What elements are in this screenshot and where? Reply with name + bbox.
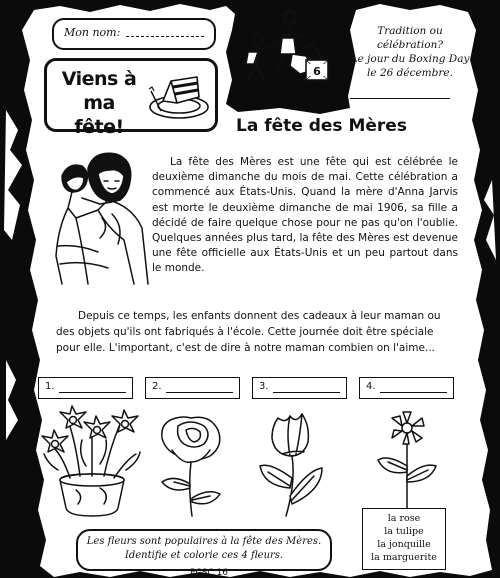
party-title-line-1: Viens à <box>61 68 137 90</box>
family-shopping-icon <box>232 8 347 103</box>
page-title: La fête des Mères <box>236 116 407 136</box>
name-line <box>126 36 204 37</box>
answer-line <box>59 392 126 393</box>
tulip-icon <box>256 410 330 520</box>
name-field[interactable] <box>52 18 216 50</box>
daisy-vase-icon <box>370 410 444 510</box>
worksheet-code: PCSC 16 <box>190 568 229 578</box>
answer-number: 4. <box>366 381 376 392</box>
boxing-line-4: le 26 décembre. <box>367 67 453 79</box>
party-title-line-2: ma fête! <box>74 92 124 138</box>
answer-field-2[interactable] <box>145 377 240 399</box>
answer-field-3[interactable] <box>252 377 347 399</box>
boxing-line-1: Tradition ou <box>377 25 443 37</box>
caption-line-2: Identifie et colorie ces 4 fleurs. <box>124 550 284 561</box>
answer-line <box>380 392 447 393</box>
flower-label-rose: la rose <box>387 513 421 524</box>
party-title <box>57 67 141 139</box>
answer-field-4[interactable] <box>359 377 454 399</box>
caption-line-1: Les fleurs sont populaires à la fête des Mères. <box>86 536 322 547</box>
answer-line <box>166 392 233 393</box>
answer-number: 2. <box>152 381 162 392</box>
paragraph-history: La fête des Mères est une fête qui est célébrée le deuxième dimanche du mois de mai. Cette célébration a commencé aux États-Unis. Quand la mère d'Anna Jarvis est morte le deuxième dimanche de mai 1906, sa fille a décidé de faire quelque chose pour ne pas qu'on l'oublie. Quelques années plus tard, la fête des Mères est devenue une fête officielle aux États-Unis et un peu partout dans le monde. <box>152 156 458 275</box>
flower-label-daisy: la marguerite <box>371 552 437 563</box>
paragraph-today: Depuis ce temps, les enfants donnent des cadeaux à leur maman ou des objets qu'ils ont fabriqués à l'école. Cette journée doit être spéciale pour elle. L'important, c'est de dire à notre maman combien on l'aime... <box>56 310 441 354</box>
box-number: 6 <box>313 65 321 78</box>
mother-child-icon <box>38 148 150 286</box>
boxing-line-2: célébration? <box>377 39 443 51</box>
answer-field-1[interactable] <box>38 377 133 399</box>
rose-icon <box>152 412 230 520</box>
party-invite-box <box>44 58 218 138</box>
cake-slice-icon <box>147 67 211 121</box>
name-label: Mon nom: <box>64 26 121 39</box>
boxing-day-rule <box>350 98 450 99</box>
flower-label-tulip: la tulipe <box>384 526 424 537</box>
answer-number: 3. <box>259 381 269 392</box>
answer-line <box>273 392 340 393</box>
instruction-caption <box>76 529 332 571</box>
boxing-line-3: Le jour du Boxing Day <box>350 53 470 65</box>
answer-number: 1. <box>45 381 55 392</box>
boxing-day-note <box>340 24 480 80</box>
flower-word-bank <box>362 508 446 570</box>
flower-label-daffodil: la jonquille <box>377 539 431 550</box>
daffodil-pot-icon <box>40 404 144 520</box>
